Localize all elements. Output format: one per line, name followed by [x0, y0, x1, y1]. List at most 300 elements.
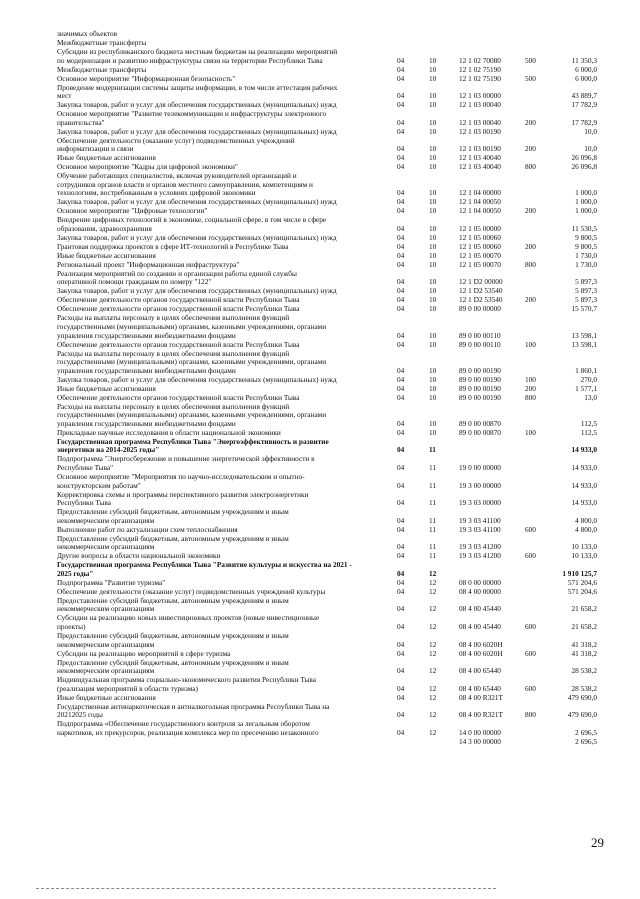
amount: 26 096,8 — [571, 153, 597, 163]
section-code: 04 — [397, 73, 405, 83]
row-name-line: 2025 годы" — [57, 568, 94, 578]
row-name-line: некоммерческим организациям — [57, 542, 155, 552]
row-name-line: Подпрограмма «Обеспечение государственного контроля за легальным оборотом — [57, 719, 310, 729]
section-code: 04 — [397, 498, 405, 508]
target-article-code: 08 4 00 6020Н — [459, 648, 503, 658]
row-name — [57, 66, 395, 75]
amount: 17 782,9 — [571, 117, 597, 127]
expense-type-code: 800 — [525, 710, 536, 720]
row-name-line: Обеспечение деятельности (оказание услуг) подведомственных учреждений — [57, 135, 295, 145]
target-article-code: 12 1 05 00000 — [459, 223, 501, 233]
target-article-code: 89 0 00 00190 — [459, 374, 501, 384]
section-code: 04 — [397, 100, 405, 110]
target-article-code: 08 4 00 6020Н — [459, 639, 503, 649]
row-name-line: управления государственными внебюджетными фондами — [57, 365, 236, 375]
amount: 11 350,3 — [571, 55, 597, 65]
target-article-code: 08 4 00 R321Т — [459, 710, 503, 720]
table-row — [57, 473, 597, 490]
section-code: 04 — [397, 568, 405, 578]
row-name — [57, 614, 395, 631]
amount: 6 000,0 — [575, 73, 597, 83]
amount: 10,0 — [584, 126, 597, 136]
expense-type-code: 500 — [525, 73, 536, 83]
subsection-code: 12 — [429, 683, 437, 693]
row-name-line: (реализация мероприятий в области туризма) — [57, 683, 198, 693]
target-article-code: 89 0 00 00190 — [459, 365, 501, 375]
target-article-code: 89 0 00 00190 — [459, 383, 501, 393]
subsection-code: 10 — [429, 153, 437, 163]
target-article-code: 12 1 02 75190 — [459, 64, 501, 74]
table-row — [57, 694, 597, 703]
subsection-code: 12 — [429, 577, 437, 587]
target-article-code: 12 1 02 70080 — [459, 55, 501, 65]
table-row — [57, 526, 597, 535]
subsection-code: 12 — [429, 568, 437, 578]
row-name — [57, 720, 395, 737]
row-name-line: Государственная программа Республики Тыва "Развитие культуры и искусства на 2021 - — [57, 560, 352, 570]
row-name — [57, 270, 395, 287]
row-name — [57, 48, 395, 65]
row-name — [57, 438, 395, 455]
row-name-line: Иные бюджетные ассигнования — [57, 383, 156, 393]
target-article-code: 08 0 00 00000 — [459, 577, 501, 587]
target-article-code: 19 0 00 00000 — [459, 462, 501, 472]
row-name-line: Республики Тыва — [57, 498, 112, 508]
row-name-line: Обеспечение деятельности органов государственной власти Республики Тыва — [57, 304, 300, 314]
amount: 571 204,6 — [567, 586, 597, 596]
page-number: 29 — [591, 835, 604, 850]
section-code: 04 — [397, 365, 405, 375]
section-code: 04 — [397, 64, 405, 74]
subsection-code: 10 — [429, 427, 437, 437]
row-name-line: Основное мероприятие "Цифровые технологии" — [57, 206, 208, 216]
row-name-line: Основное мероприятие "Мероприятия по научно-исследовательским и опытно- — [57, 471, 305, 481]
subsection-code: 10 — [429, 223, 437, 233]
row-name — [57, 650, 395, 659]
section-code: 04 — [397, 330, 405, 340]
row-name-line: информатизации и связи — [57, 144, 134, 154]
subsection-code: 11 — [429, 445, 436, 455]
subsection-code: 12 — [429, 604, 437, 614]
expense-type-code: 600 — [525, 683, 536, 693]
table-row — [57, 75, 597, 84]
expense-type-code: 600 — [525, 524, 536, 534]
target-article-code: 19 3 03 41200 — [459, 542, 501, 552]
amount: 5 897,3 — [575, 295, 597, 305]
row-name-line: некоммерческим организациям — [57, 639, 155, 649]
table-row — [57, 614, 597, 631]
table-row — [57, 632, 597, 649]
subsection-code: 10 — [429, 126, 437, 136]
subsection-code: 10 — [429, 418, 437, 428]
table-row — [57, 110, 597, 127]
amount: 1 000,0 — [575, 188, 597, 198]
section-code: 04 — [397, 524, 405, 534]
amount: 1 730,0 — [575, 250, 597, 260]
row-name-line: Региональный проект "Информационная инфраструктура" — [57, 259, 240, 269]
amount: 21 658,2 — [571, 621, 597, 631]
row-name-line: мест — [57, 91, 72, 101]
section-code: 04 — [397, 277, 405, 287]
subsection-code: 12 — [429, 727, 437, 737]
section-code: 04 — [397, 692, 405, 702]
subsection-code: 10 — [429, 64, 437, 74]
row-name-line: Реализация мероприятий по созданию и организации работы единой службы — [57, 268, 297, 278]
amount: 10 133,0 — [571, 551, 597, 561]
table-row — [57, 720, 597, 737]
expense-type-code: 800 — [525, 259, 536, 269]
row-name-line: Подпрограмма "Энергосбережение и повышение энергетической эффективности в — [57, 454, 315, 464]
target-article-code: 12 1 04 00000 — [459, 188, 501, 198]
subsection-code: 10 — [429, 330, 437, 340]
amount: 1 910 125,7 — [562, 568, 597, 578]
row-name-line: Подпрограмма "Развитие туризма" — [57, 577, 166, 587]
target-article-code: 19 3 03 41200 — [459, 551, 501, 561]
target-article-code: 08 4 00 65440 — [459, 683, 501, 693]
subsection-code: 10 — [429, 259, 437, 269]
row-name-line: Закупка товаров, работ и услуг для обеспечения государственных (муниципальных) нужд — [57, 374, 337, 384]
target-article-code: 19 3 03 41100 — [459, 524, 501, 534]
row-name-line: Иные бюджетные ассигнования — [57, 153, 156, 163]
row-name-line: конструкторским работам" — [57, 480, 141, 490]
expense-type-code: 200 — [525, 383, 536, 393]
row-name-line: оперативной помощи гражданам по номеру "122" — [57, 277, 212, 287]
section-code: 04 — [397, 126, 405, 136]
subsection-code: 12 — [429, 639, 437, 649]
target-article-code: 14 3 00 00000 — [459, 736, 501, 746]
table-row — [57, 137, 597, 154]
row-name-line: Предоставление субсидий бюджетным, автономным учреждениям и иным — [57, 630, 289, 640]
section-code: 04 — [397, 462, 405, 472]
amount: 6 000,0 — [575, 64, 597, 74]
table-row — [57, 455, 597, 472]
row-name-line: Государственная программа Республики Тыва "Энергоэффективность и развитие — [57, 436, 329, 446]
target-article-code: 12 1 02 75190 — [459, 73, 501, 83]
section-code: 04 — [397, 197, 405, 207]
table-row — [57, 270, 597, 287]
target-article-code: 19 3 03 41100 — [459, 515, 501, 525]
section-code: 04 — [397, 162, 405, 172]
section-code: 04 — [397, 480, 405, 490]
amount: 17 782,9 — [571, 100, 597, 110]
section-code: 04 — [397, 648, 405, 658]
section-code: 04 — [397, 427, 405, 437]
table-row — [57, 403, 597, 429]
table-row — [57, 561, 597, 578]
amount: 479 690,0 — [567, 692, 597, 702]
subsection-code: 10 — [429, 286, 437, 296]
expense-type-code: 100 — [525, 339, 536, 349]
row-name-line: государственными (муниципальными) органами, казенными учреждениями, органами — [57, 357, 327, 367]
amount: 14 933,0 — [571, 445, 597, 455]
section-code: 04 — [397, 188, 405, 198]
section-code: 04 — [397, 551, 405, 561]
section-code: 04 — [397, 295, 405, 305]
subsection-code: 10 — [429, 250, 437, 260]
row-name — [57, 632, 395, 649]
target-article-code: 12 1 D2 53540 — [459, 286, 503, 296]
row-name-line: Грантовая поддержка проектов в сфере ИТ-технологий в Республике Тыва — [57, 241, 289, 251]
table-row — [57, 66, 597, 75]
subsection-code: 12 — [429, 621, 437, 631]
target-article-code: 89 0 00 00190 — [459, 392, 501, 402]
row-name-line: Основное мероприятие "Информационная безопасность" — [57, 73, 236, 83]
section-code: 04 — [397, 418, 405, 428]
subsection-code: 11 — [429, 524, 437, 534]
target-article-code: 12 1 05 00070 — [459, 259, 501, 269]
section-code: 04 — [397, 392, 405, 402]
row-name-line: Закупка товаров, работ и услуг для обеспечения государственных (муниципальных) нужд — [57, 232, 337, 242]
target-article-code: 12 1 D2 53540 — [459, 295, 503, 305]
amount: 479 690,0 — [567, 710, 597, 720]
row-name-line: проекты) — [57, 621, 86, 631]
amount: 28 538,2 — [571, 683, 597, 693]
row-name — [57, 473, 395, 490]
target-article-code: 12 1 03 00190 — [459, 126, 501, 136]
expense-type-code: 600 — [525, 551, 536, 561]
subsection-code: 10 — [429, 144, 437, 154]
expense-type-code: 600 — [525, 648, 536, 658]
section-code: 04 — [397, 383, 405, 393]
section-code: 04 — [397, 206, 405, 216]
amount: 9 800,5 — [575, 241, 597, 251]
amount: 112,5 — [580, 427, 597, 437]
table-row — [57, 48, 597, 65]
table-row — [57, 376, 597, 385]
row-name-line: Иные бюджетные ассигнования — [57, 692, 156, 702]
table-row — [57, 314, 597, 340]
amount: 270,0 — [580, 374, 597, 384]
section-code: 04 — [397, 604, 405, 614]
amount: 5 897,3 — [575, 286, 597, 296]
row-name — [57, 128, 395, 137]
row-name-line: технологиям, востребованным в условиях цифровой экономики — [57, 188, 256, 198]
table-row — [57, 385, 597, 394]
table-row — [57, 676, 597, 693]
row-name — [57, 350, 395, 376]
section-code: 04 — [397, 666, 405, 676]
row-name-line: Обеспечение деятельности органов государственной власти Республики Тыва — [57, 339, 300, 349]
section-code: 04 — [397, 259, 405, 269]
table-row — [57, 172, 597, 198]
row-name-line: некоммерческим организациям — [57, 666, 155, 676]
amount: 41 318,2 — [571, 648, 597, 658]
subsection-code: 10 — [429, 162, 437, 172]
row-name-line: сотрудников органов власти и органов местного самоуправления, компетенциям и — [57, 179, 313, 189]
target-article-code: 89 0 00 00870 — [459, 427, 501, 437]
subsection-code: 10 — [429, 383, 437, 393]
table-row — [57, 738, 597, 747]
amount: 4 800,0 — [575, 515, 597, 525]
expense-type-code: 600 — [525, 621, 536, 631]
row-name — [57, 659, 395, 676]
amount: 2 696,5 — [575, 736, 597, 746]
budget-table — [57, 30, 597, 747]
row-name-line: Закупка товаров, работ и услуг для обеспечения государственных (муниципальных) нужд — [57, 126, 337, 136]
section-code: 04 — [397, 223, 405, 233]
target-article-code: 12 1 05 00060 — [459, 241, 501, 251]
table-row — [57, 341, 597, 350]
amount: 1 577,1 — [575, 383, 597, 393]
subsection-code: 11 — [429, 462, 437, 472]
row-name-line: Обеспечение деятельности (оказание услуг) подведомственных учреждений культуры — [57, 586, 326, 596]
subsection-code: 10 — [429, 91, 437, 101]
amount: 13 598,1 — [571, 330, 597, 340]
section-code: 04 — [397, 515, 405, 525]
section-code: 04 — [397, 55, 405, 65]
section-code: 04 — [397, 621, 405, 631]
section-code: 04 — [397, 586, 405, 596]
table-row — [57, 84, 597, 101]
row-name-line: Проведение модернизации системы защиты информации, в том числе аттестация рабочих — [57, 82, 338, 92]
row-name-line: Основное мероприятие "Кадры для цифровой экономики" — [57, 162, 238, 172]
table-row — [57, 491, 597, 508]
subsection-code: 10 — [429, 241, 437, 251]
row-name — [57, 455, 395, 472]
target-article-code: 89 0 00 00000 — [459, 304, 501, 314]
row-name-line: управления государственными внебюджетными фондами — [57, 418, 236, 428]
table-row — [57, 703, 597, 720]
row-name-line: Закупка товаров, работ и услуг для обеспечения государственных (муниципальных) нужд — [57, 197, 337, 207]
expense-type-code: 800 — [525, 392, 536, 402]
table-row — [57, 508, 597, 525]
row-name-line: Субсидии из республиканского бюджета местным бюджетам на реализацию мероприятий — [57, 46, 338, 56]
target-article-code: 12 1 D2 00000 — [459, 277, 503, 287]
row-name-line: Расходы на выплаты персоналу в целях обеспечения выполнения функций — [57, 401, 290, 411]
section-code: 04 — [397, 91, 405, 101]
target-article-code: 08 4 00 45440 — [459, 604, 501, 614]
row-name — [57, 676, 395, 693]
target-article-code: 08 4 00 R321Т — [459, 692, 503, 702]
row-name-line: государственными (муниципальными) органами, казенными учреждениями, органами — [57, 410, 327, 420]
target-article-code: 12 1 03 00000 — [459, 91, 501, 101]
row-name-line: Корректировка схемы и программы перспективного развития электроэнергетики — [57, 489, 309, 499]
expense-type-code: 100 — [525, 427, 536, 437]
row-name-line: Выполнение работ по актуализации схем теплоснабжения — [57, 524, 238, 534]
row-name-line: Закупка товаров, работ и услуг для обеспечения государственных (муниципальных) нужд — [57, 100, 337, 110]
target-article-code: 08 4 00 00000 — [459, 586, 501, 596]
subsection-code: 10 — [429, 73, 437, 83]
row-name-line: значимых объектов — [57, 29, 118, 38]
row-name — [57, 597, 395, 614]
row-name-line: Межбюджетные трансферты — [57, 37, 147, 47]
row-name-line: правительства" — [57, 117, 105, 127]
target-article-code: 12 1 03 00040 — [459, 100, 501, 110]
subsection-code: 10 — [429, 188, 437, 198]
row-name — [57, 385, 395, 394]
subsection-code: 10 — [429, 392, 437, 402]
section-code: 04 — [397, 153, 405, 163]
amount: 14 933,0 — [571, 498, 597, 508]
amount: 13,0 — [584, 392, 597, 402]
subsection-code: 12 — [429, 666, 437, 676]
row-name — [57, 694, 395, 703]
row-name — [57, 314, 395, 340]
target-article-code: 12 1 05 00070 — [459, 250, 501, 260]
amount: 571 204,6 — [567, 577, 597, 587]
section-code: 04 — [397, 232, 405, 242]
section-code: 04 — [397, 117, 405, 127]
amount: 4 800,0 — [575, 524, 597, 534]
amount: 9 800,5 — [575, 232, 597, 242]
row-name — [57, 526, 395, 535]
table-row — [57, 597, 597, 614]
row-name — [57, 75, 395, 84]
amount: 1 000,0 — [575, 206, 597, 216]
row-name — [57, 216, 395, 233]
row-name-line: Субсидии на реализацию новых инвестиционных проектов (новые инвестиционные — [57, 613, 320, 623]
subsection-code: 12 — [429, 648, 437, 658]
section-code: 04 — [397, 286, 405, 296]
table-row — [57, 350, 597, 376]
row-name-line: Прикладные научные исследования в области национальной экономики — [57, 427, 281, 437]
section-code: 04 — [397, 542, 405, 552]
row-name-line: Обеспечение деятельности органов государственной власти Республики Тыва — [57, 295, 300, 305]
amount: 1 730,0 — [575, 259, 597, 269]
amount: 2 696,5 — [575, 727, 597, 737]
table-row — [57, 216, 597, 233]
amount: 28 538,2 — [571, 666, 597, 676]
subsection-code: 10 — [429, 295, 437, 305]
target-article-code: 08 4 00 65440 — [459, 666, 501, 676]
subsection-code: 10 — [429, 197, 437, 207]
subsection-code: 10 — [429, 117, 437, 127]
expense-type-code: 200 — [525, 206, 536, 216]
target-article-code: 89 0 00 00870 — [459, 418, 501, 428]
row-name — [57, 172, 395, 198]
row-name-line: Государственная антинаркотическая и антиалкогольная программа Республики Тыва на — [57, 701, 330, 711]
row-name — [57, 394, 395, 403]
row-name — [57, 535, 395, 552]
expense-type-code: 200 — [525, 144, 536, 154]
target-article-code: 08 4 00 45440 — [459, 621, 501, 631]
subsection-code: 11 — [429, 542, 437, 552]
row-name — [57, 403, 395, 429]
amount: 1 000,0 — [575, 197, 597, 207]
target-article-code: 12 1 03 00040 — [459, 117, 501, 127]
row-name-line: Республике Тыва" — [57, 462, 114, 472]
subsection-code: 11 — [429, 480, 437, 490]
amount: 112,5 — [580, 418, 597, 428]
row-name-line: Расходы на выплаты персоналу в целях обеспечения выполнения функций — [57, 313, 290, 323]
section-code: 04 — [397, 241, 405, 251]
subsection-code: 10 — [429, 232, 437, 242]
target-article-code: 19 3 00 00000 — [459, 480, 501, 490]
expense-type-code: 800 — [525, 162, 536, 172]
subsection-code: 12 — [429, 586, 437, 596]
amount: 43 889,7 — [571, 91, 597, 101]
expense-type-code: 200 — [525, 241, 536, 251]
subsection-code: 10 — [429, 277, 437, 287]
row-name — [57, 508, 395, 525]
row-name-line: Предоставление субсидий бюджетным, автономным учреждениям и иным — [57, 595, 289, 605]
subsection-code: 10 — [429, 55, 437, 65]
subsection-code: 12 — [429, 692, 437, 702]
row-name-line: Предоставление субсидий бюджетным, автономным учреждениям и иным — [57, 507, 289, 517]
row-name — [57, 491, 395, 508]
table-row — [57, 438, 597, 455]
footer-rule — [36, 888, 496, 889]
row-name-line: энергетики на 2014-2025 годы" — [57, 445, 160, 455]
table-row — [57, 659, 597, 676]
table-row — [57, 394, 597, 403]
amount: 11 530,5 — [571, 223, 597, 233]
amount: 14 933,0 — [571, 480, 597, 490]
row-name-line: Расходы на выплаты персоналу в целях обеспечения выполнения функций — [57, 348, 290, 358]
table-row — [57, 650, 597, 659]
table-row — [57, 128, 597, 137]
table-row — [57, 535, 597, 552]
